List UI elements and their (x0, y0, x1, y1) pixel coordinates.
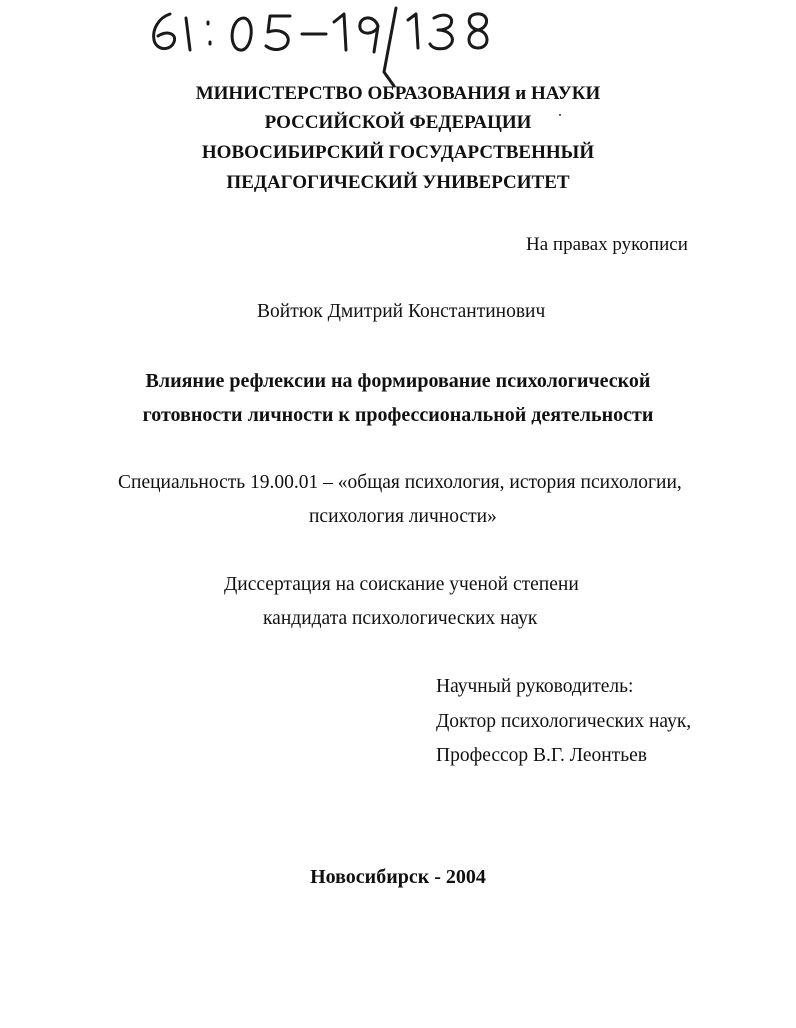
advisor-degree: Доктор психологических наук, (436, 711, 692, 732)
dissertation-title-line-2: готовности личности к профессиональной деятельности (142, 404, 654, 426)
specialty-line-2: психология личности» (309, 506, 497, 527)
degree-line-2: кандидата психологических наук (263, 608, 538, 629)
ministry-line-2: РОССИЙСКОЙ ФЕДЕРАЦИИ (264, 112, 532, 133)
advisor-name: Профессор В.Г. Леонтьев (436, 745, 647, 766)
specialty-line-1: Специальность 19.00.01 – «общая психология, история психологии, (118, 472, 682, 493)
degree-line-1: Диссертация на соискание ученой степени (224, 574, 579, 595)
university-line-2: ПЕДАГОГИЧЕСКИЙ УНИВЕРСИТЕТ (226, 172, 570, 193)
university-line-1: НОВОСИБИРСКИЙ ГОСУДАРСТВЕННЫЙ (201, 142, 595, 163)
city-year: Новосибирск - 2004 (310, 866, 486, 888)
dissertation-title-line-1: Влияние рефлексии на формирование психологической (145, 370, 651, 392)
handwritten-archive-code (140, 0, 500, 88)
advisor-label: Научный руководитель: (436, 676, 634, 697)
manuscript-rights-note: На правах рукописи (526, 234, 688, 255)
ministry-line-1: МИНИСТЕРСТВО ОБРАЗОВАНИЯ и НАУКИ (195, 83, 601, 104)
author-name: Войтюк Дмитрий Константинович (257, 301, 546, 322)
